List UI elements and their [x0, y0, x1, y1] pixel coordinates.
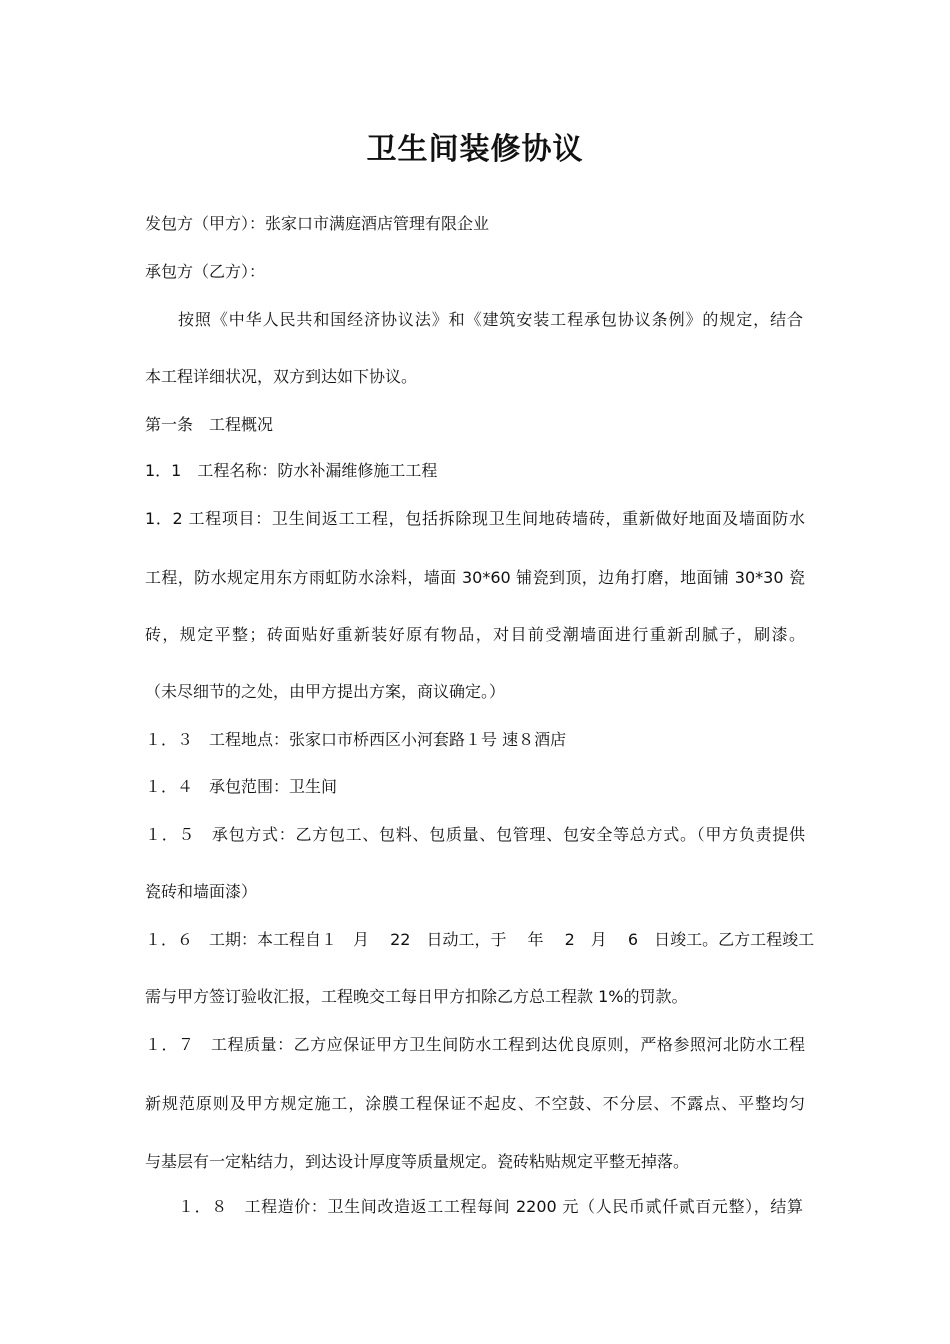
- clause-1-4: １．４ 承包范围：卫生间: [145, 777, 338, 796]
- document-title: 卫生间装修协议: [366, 132, 584, 167]
- clause-1-2-line-1: 1．2 工程项目：卫生间返工工程，包括拆除现卫生间地砖墙砖，重新做好地面及墙面防水: [145, 509, 805, 528]
- clause-1-6-line-1: １．６ 工期：本工程自１ 月 22 日动工，于 年 2 月 6 日竣工。乙方工程竣工: [145, 930, 815, 949]
- clause-1-5-line-1: １．５ 承包方式：乙方包工、包料、包质量、包管理、包安全等总方式。（甲方负责提供: [145, 825, 805, 844]
- clause-1-8-line-1: １．８ 工程造价：卫生间改造返工工程每间 2200 元（人民币贰仟贰百元整），结算: [178, 1197, 803, 1216]
- clause-1-7-line-2: 新规范原则及甲方规定施工，涂膜工程保证不起皮、不空鼓、不分层、不露点、平整均匀: [145, 1094, 805, 1113]
- clause-1-6-line-2: 需与甲方签订验收汇报，工程晚交工每日甲方扣除乙方总工程款 1%的罚款。: [145, 987, 688, 1006]
- clause-1-2-line-2: 工程，防水规定用东方雨虹防水涂料，墙面 30*60 铺瓷到顶，边角打磨，地面铺 30*30 瓷: [145, 568, 805, 587]
- clause-1-2-note: （未尽细节的之处，由甲方提出方案，商议确定。）: [145, 682, 506, 701]
- clause-1-2-line-3: 砖，规定平整；砖面贴好重新装好原有物品，对目前受潮墙面进行重新刮腻子，刷漆。: [145, 625, 805, 644]
- clause-1-1: 1．1 工程名称：防水补漏维修施工工程: [145, 461, 438, 480]
- clause-1-7-line-3: 与基层有一定粘结力，到达设计厚度等质量规定。瓷砖粘贴规定平整无掉落。: [145, 1152, 690, 1171]
- preamble-line-2: 本工程详细状况，双方到达如下协议。: [145, 367, 418, 386]
- clause-1-7-line-1: １．７ 工程质量：乙方应保证甲方卫生间防水工程到达优良原则，严格参照河北防水工程: [145, 1035, 805, 1054]
- clause-1-3: １．３ 工程地点：张家口市桥西区小河套路１号 速８酒店: [145, 730, 567, 749]
- party-b-line: 承包方（乙方）：: [145, 262, 266, 281]
- preamble-line-1: 按照《中华人民共和国经济协议法》和《建筑安装工程承包协议条例》的规定，结合: [178, 310, 803, 329]
- clause-1-5-line-2: 瓷砖和墙面漆）: [145, 882, 258, 901]
- article-1-heading: 第一条 工程概况: [145, 415, 274, 434]
- party-a-line: 发包方（甲方）：张家口市满庭酒店管理有限企业: [145, 214, 490, 233]
